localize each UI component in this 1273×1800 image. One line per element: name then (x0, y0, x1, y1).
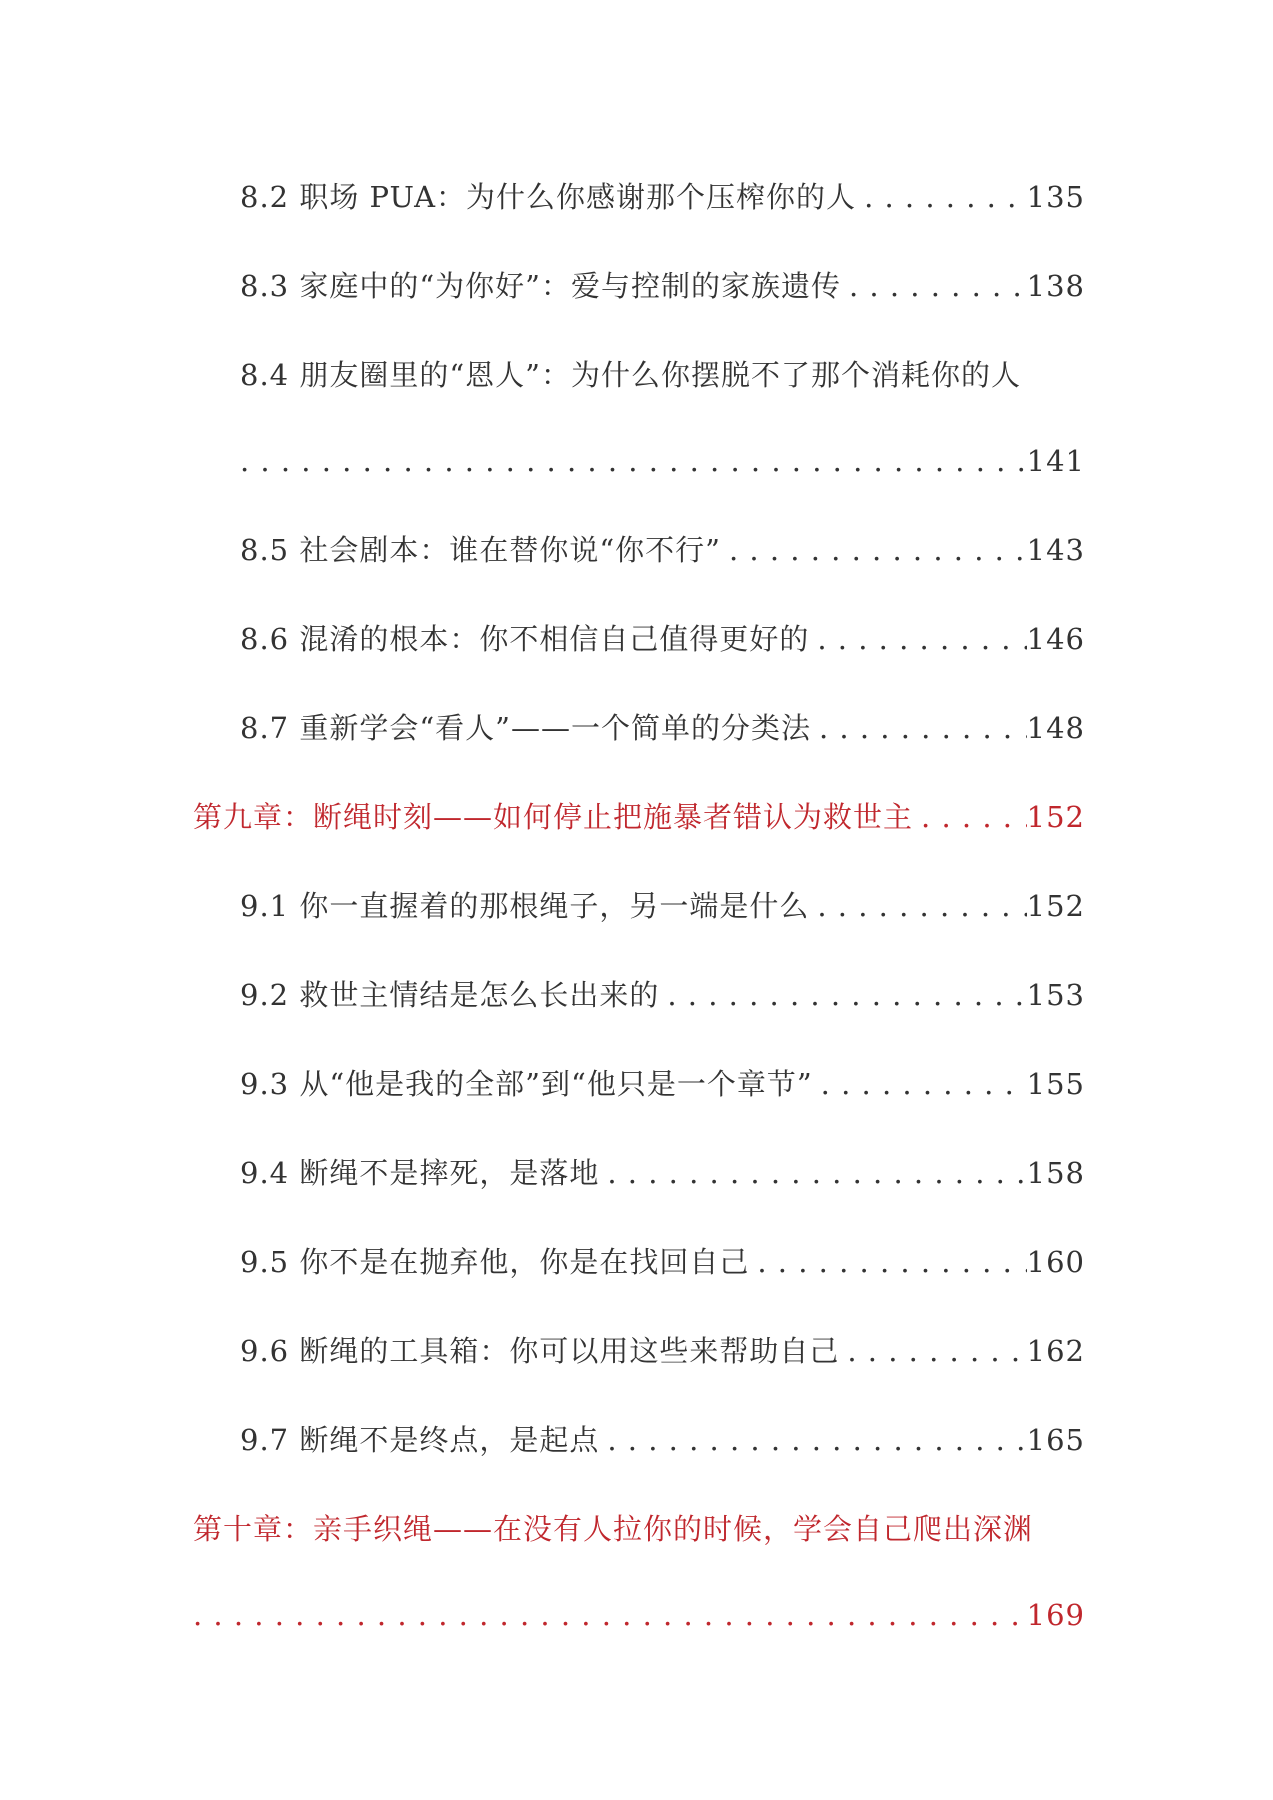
dot-leader (659, 965, 1026, 1025)
toc-entry-title: 9.6 断绳的工具箱：你可以用这些来帮助自己 (240, 1334, 840, 1368)
dot-leader (839, 1321, 1026, 1381)
toc-entry[interactable] (0, 520, 1273, 580)
toc-entry-page: 148 (1026, 711, 1085, 745)
dot-leader (809, 876, 1026, 936)
dot-leader (813, 1054, 1027, 1114)
toc-entry-title: 8.3 家庭中的“为你好”：爱与控制的家族遗传 (240, 269, 841, 303)
dot-leader (856, 167, 1027, 227)
toc-entry-title: 9.3 从“他是我的全部”到“他只是一个章节” (240, 1067, 813, 1101)
toc-entry-page: 169 (1026, 1598, 1085, 1632)
toc-entry-title: 8.5 社会剧本：谁在替你说“你不行” (240, 533, 721, 567)
toc-entry-page: 135 (1026, 180, 1085, 214)
toc-entry-page: 152 (1026, 889, 1085, 923)
toc-entry-page: 160 (1026, 1245, 1085, 1279)
toc-entry-page: 143 (1026, 533, 1085, 567)
toc-entry[interactable] (0, 698, 1273, 758)
toc-entry-title: 第九章：断绳时刻——如何停止把施暴者错认为救世主 (193, 800, 914, 834)
toc-entry[interactable] (0, 609, 1273, 669)
toc-entry-title: 8.2 职场 PUA：为什么你感谢那个压榨你的人 (240, 180, 857, 214)
toc-entry-page: 165 (1026, 1423, 1085, 1457)
toc-chapter-entry[interactable] (0, 1499, 1273, 1559)
dot-leader (913, 787, 1027, 847)
toc-entry-title: 第十章：亲手织绳——在没有人拉你的时候，学会自己爬出深渊 (193, 1512, 1034, 1546)
toc-entry-page: 155 (1026, 1067, 1085, 1101)
toc-entry-title: 8.6 混淆的根本：你不相信自己值得更好的 (240, 622, 810, 656)
toc-entry-title: 9.2 救世主情结是怎么长出来的 (240, 978, 660, 1012)
toc-entry[interactable] (0, 1321, 1273, 1381)
toc-entry-page: 152 (1026, 800, 1085, 834)
dot-leader (841, 256, 1027, 316)
dot-leader (599, 1143, 1026, 1203)
dot-leader (599, 1410, 1026, 1470)
toc-entry-continuation[interactable] (0, 431, 1273, 491)
toc-entry[interactable] (0, 1054, 1273, 1114)
toc-entry-page: 162 (1026, 1334, 1085, 1368)
toc-entry-page: 153 (1026, 978, 1085, 1012)
dot-leader (240, 431, 1027, 491)
dot-leader (811, 698, 1027, 758)
toc-entry-title: 9.5 你不是在抛弃他，你是在找回自己 (240, 1245, 750, 1279)
toc-entry-title: 9.7 断绳不是终点，是起点 (240, 1423, 600, 1457)
toc-chapter-entry[interactable] (0, 787, 1273, 847)
toc-entry[interactable] (0, 1143, 1273, 1203)
toc-entry-page: 141 (1026, 444, 1085, 478)
dot-leader (749, 1232, 1026, 1292)
toc-entry-title: 8.4 朋友圈里的“恩人”：为什么你摆脱不了那个消耗你的人 (240, 358, 1021, 392)
toc-entry[interactable] (0, 167, 1273, 227)
toc-entry-title: 9.4 断绳不是摔死，是落地 (240, 1156, 600, 1190)
toc-entry-title: 9.1 你一直握着的那根绳子，另一端是什么 (240, 889, 810, 923)
toc-entry[interactable] (0, 345, 1273, 405)
dot-leader (809, 609, 1026, 669)
dot-leader (193, 1585, 1027, 1645)
toc-entry[interactable] (0, 1410, 1273, 1470)
toc-entry[interactable] (0, 256, 1273, 316)
toc-chapter-entry-continuation[interactable] (0, 1585, 1273, 1645)
dot-leader (721, 520, 1027, 580)
toc-entry-page: 158 (1026, 1156, 1085, 1190)
toc-entry[interactable] (0, 876, 1273, 936)
toc-entry[interactable] (0, 965, 1273, 1025)
toc-entry[interactable] (0, 1232, 1273, 1292)
toc-entry-title: 8.7 重新学会“看人”——一个简单的分类法 (240, 711, 811, 745)
toc-entry-page: 138 (1026, 269, 1085, 303)
toc-entry-page: 146 (1026, 622, 1085, 656)
